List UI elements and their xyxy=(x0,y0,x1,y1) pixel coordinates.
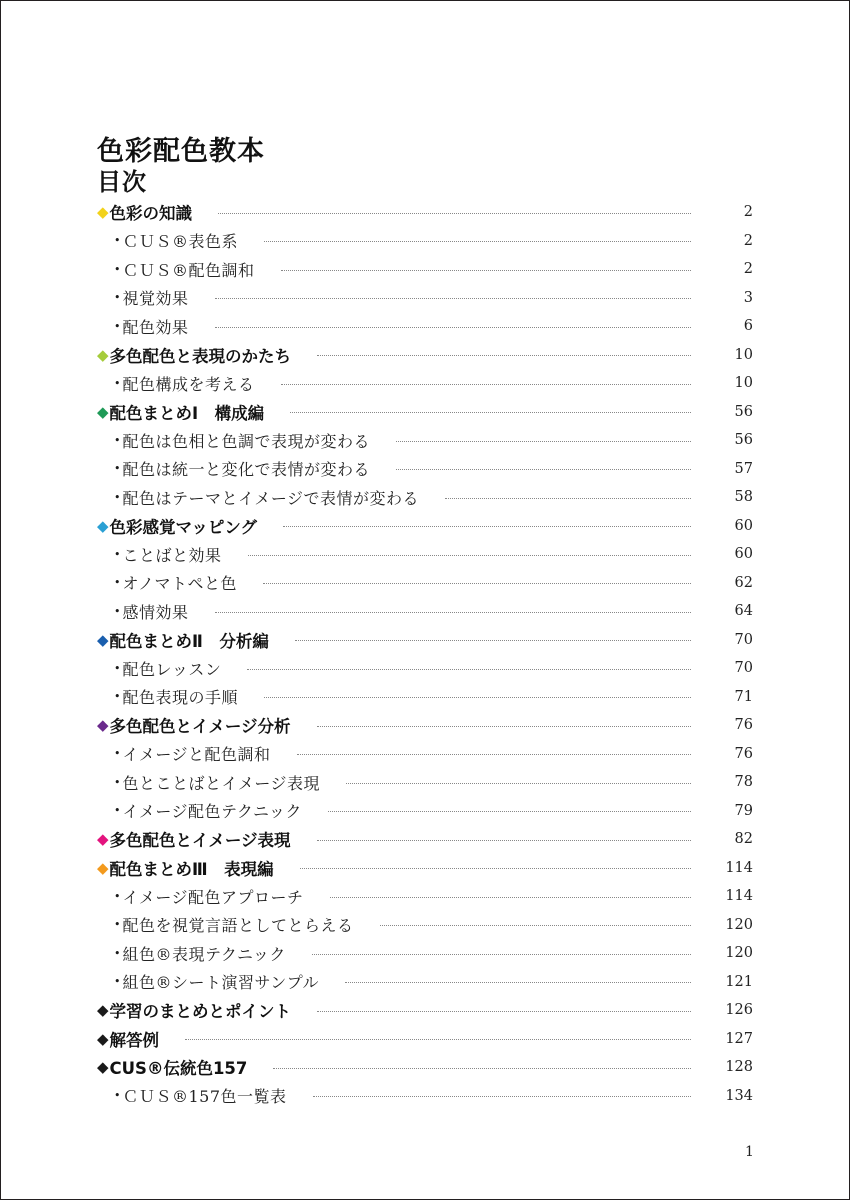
toc-entry-label: イメージと配色調和 xyxy=(122,745,271,765)
toc-sub-entry[interactable] xyxy=(97,939,753,968)
bullet-icon: • xyxy=(114,946,121,960)
toc-entry-label: 配色表現の手順 xyxy=(122,688,239,708)
toc-entry-label: 配色まとめⅢ 表現編 xyxy=(109,859,274,879)
toc-entry-page: 57 xyxy=(734,460,753,477)
diamond-icon: ◆ xyxy=(97,402,109,421)
bullet-icon: • xyxy=(114,576,121,590)
toc-entry-page: 3 xyxy=(743,289,753,306)
bullet-icon: • xyxy=(114,975,121,989)
dot-leader xyxy=(396,441,691,442)
toc-entry-page: 120 xyxy=(725,916,753,933)
diamond-icon: ◆ xyxy=(97,858,109,877)
toc-entry-label: 色彩感覚マッピング xyxy=(109,517,258,537)
toc-entry-page: 70 xyxy=(734,660,753,677)
toc-entry-label: ＣＵＳ®表色系 xyxy=(122,232,239,252)
dot-leader xyxy=(218,213,691,214)
toc-entry-label: 視覚効果 xyxy=(122,289,189,309)
bullet-icon: • xyxy=(114,690,121,704)
dot-leader xyxy=(281,270,691,271)
toc-sub-entry[interactable] xyxy=(97,255,753,284)
diamond-icon: ◆ xyxy=(97,203,109,222)
toc-sub-entry[interactable] xyxy=(97,654,753,683)
toc-chapter-entry[interactable] xyxy=(97,198,753,227)
toc-sub-entry[interactable] xyxy=(97,911,753,940)
toc-entry-label: ＣＵＳ®157色一覧表 xyxy=(122,1087,287,1107)
dot-leader xyxy=(185,1039,691,1040)
toc-sub-entry[interactable] xyxy=(97,882,753,911)
toc-sub-entry[interactable] xyxy=(97,968,753,997)
toc-entry-label: 学習のまとめとポイント xyxy=(109,1002,292,1022)
toc-entry-label: 配色構成を考える xyxy=(122,374,255,394)
toc-chapter-entry[interactable] xyxy=(97,711,753,740)
toc-sub-entry[interactable] xyxy=(97,569,753,598)
bullet-icon: • xyxy=(114,918,121,932)
diamond-icon: ◆ xyxy=(97,516,109,535)
dot-leader xyxy=(317,726,691,727)
dot-leader xyxy=(317,840,691,841)
toc-chapter-entry[interactable] xyxy=(97,626,753,655)
toc-entry-label: 多色配色とイメージ表現 xyxy=(109,831,291,851)
toc-sub-entry[interactable] xyxy=(97,740,753,769)
dot-leader xyxy=(247,669,691,670)
toc-chapter-entry[interactable] xyxy=(97,512,753,541)
toc-sub-entry[interactable] xyxy=(97,797,753,826)
bullet-icon: • xyxy=(114,547,121,561)
toc-entry-page: 58 xyxy=(734,489,753,506)
dot-leader xyxy=(215,327,691,328)
toc-entry-page: 79 xyxy=(734,802,753,819)
dot-leader xyxy=(445,498,691,499)
toc-entry-label: 感情効果 xyxy=(122,602,189,622)
toc-entry-page: 2 xyxy=(743,232,753,249)
bullet-icon: • xyxy=(114,462,121,476)
toc-entry-label: 配色レッスン xyxy=(122,659,222,679)
toc-entry-page: 121 xyxy=(725,973,753,990)
toc-entry-page: 76 xyxy=(734,717,753,734)
dot-leader xyxy=(330,897,691,898)
toc-entry-label: CUS®伝統色157 xyxy=(109,1059,248,1079)
toc-entry-page: 64 xyxy=(734,603,753,620)
toc-entry-page: 128 xyxy=(725,1059,753,1076)
dot-leader xyxy=(396,469,691,470)
diamond-icon: ◆ xyxy=(97,1058,109,1077)
bullet-icon: • xyxy=(114,433,121,447)
toc-entry-page: 76 xyxy=(734,745,753,762)
dot-leader xyxy=(295,640,691,641)
toc-entry-label: 配色は統一と変化で表情が変わる xyxy=(122,460,371,480)
dot-leader xyxy=(317,1011,691,1012)
dot-leader xyxy=(297,754,691,755)
toc-entry-page: 70 xyxy=(734,631,753,648)
dot-leader xyxy=(263,583,691,584)
book-title: 色彩配色教本 xyxy=(97,136,265,167)
diamond-icon: ◆ xyxy=(97,1029,109,1048)
toc-entry-page: 62 xyxy=(734,574,753,591)
toc-entry-label: オノマトペと色 xyxy=(122,574,238,594)
dot-leader xyxy=(328,811,691,812)
toc-chapter-entry[interactable] xyxy=(97,996,753,1025)
dot-leader xyxy=(313,1096,691,1097)
toc-sub-entry[interactable] xyxy=(97,369,753,398)
toc-entry-label: ことばと効果 xyxy=(122,545,222,565)
dot-leader xyxy=(215,612,691,613)
toc-entry-page: 10 xyxy=(734,375,753,392)
toc-entry-label: 解答例 xyxy=(109,1030,160,1050)
toc-entry-label: 配色まとめⅡ 分析編 xyxy=(109,631,269,651)
toc-entry-label: 配色を視覚言語としてとらえる xyxy=(122,916,354,936)
toc-entry-label: 配色は色相と色調で表現が変わる xyxy=(122,431,371,451)
toc-entry-label: イメージ配色アプローチ xyxy=(122,887,304,907)
toc-sub-entry[interactable] xyxy=(97,284,753,313)
toc-sub-entry[interactable] xyxy=(97,426,753,455)
dot-leader xyxy=(300,868,691,869)
toc-sub-entry[interactable] xyxy=(97,540,753,569)
toc-entry-page: 114 xyxy=(725,888,753,905)
toc-entry-page: 82 xyxy=(734,831,753,848)
toc-entry-label: イメージ配色テクニック xyxy=(122,802,302,822)
bullet-icon: • xyxy=(114,291,121,305)
toc-entry-page: 126 xyxy=(725,1002,753,1019)
dot-leader xyxy=(281,384,691,385)
dot-leader xyxy=(290,412,691,413)
toc-entry-label: 多色配色とイメージ分析 xyxy=(109,717,291,737)
toc-sub-entry[interactable] xyxy=(97,1082,753,1111)
bullet-icon: • xyxy=(114,661,121,675)
toc-chapter-entry[interactable] xyxy=(97,341,753,370)
toc-entry-label: 組色®シート演習サンプル xyxy=(122,973,320,993)
diamond-icon: ◆ xyxy=(97,345,109,364)
dot-leader xyxy=(380,925,691,926)
bullet-icon: • xyxy=(114,804,121,818)
toc-entry-page: 134 xyxy=(725,1087,753,1104)
toc-sub-entry[interactable] xyxy=(97,597,753,626)
toc-sub-entry[interactable] xyxy=(97,768,753,797)
toc-entry-page: 71 xyxy=(734,688,753,705)
dot-leader xyxy=(248,555,691,556)
dot-leader xyxy=(215,298,691,299)
toc-entry-label: 配色はテーマとイメージで表情が変わる xyxy=(122,488,420,508)
dot-leader xyxy=(264,241,691,242)
toc-sub-entry[interactable] xyxy=(97,683,753,712)
toc-entry-label: 色彩の知識 xyxy=(109,204,193,224)
bullet-icon: • xyxy=(114,889,121,903)
table-of-contents xyxy=(97,198,753,1110)
bullet-icon: • xyxy=(114,319,121,333)
bullet-icon: • xyxy=(114,234,121,248)
toc-entry-label: 色とことばとイメージ表現 xyxy=(122,773,321,793)
bullet-icon: • xyxy=(114,747,121,761)
toc-entry-page: 56 xyxy=(734,403,753,420)
toc-entry-page: 2 xyxy=(743,261,753,278)
bullet-icon: • xyxy=(114,604,121,618)
toc-chapter-entry[interactable] xyxy=(97,825,753,854)
bullet-icon: • xyxy=(114,1089,121,1103)
toc-entry-page: 6 xyxy=(743,318,753,335)
toc-chapter-entry[interactable] xyxy=(97,398,753,427)
toc-chapter-entry[interactable] xyxy=(97,854,753,883)
dot-leader xyxy=(345,982,691,983)
diamond-icon: ◆ xyxy=(97,1001,109,1020)
toc-entry-page: 60 xyxy=(734,517,753,534)
toc-entry-page: 2 xyxy=(743,204,753,221)
diamond-icon: ◆ xyxy=(97,830,109,849)
dot-leader xyxy=(273,1068,691,1069)
diamond-icon: ◆ xyxy=(97,716,109,735)
toc-heading: 目次 xyxy=(97,168,147,196)
toc-entry-label: 多色配色と表現のかたち xyxy=(109,346,292,366)
toc-sub-entry[interactable] xyxy=(97,312,753,341)
toc-entry-label: 配色効果 xyxy=(122,317,189,337)
toc-sub-entry[interactable] xyxy=(97,483,753,512)
dot-leader xyxy=(317,355,691,356)
dot-leader xyxy=(312,954,691,955)
toc-entry-page: 56 xyxy=(734,432,753,449)
toc-entry-label: 配色まとめⅠ 構成編 xyxy=(109,403,265,423)
diamond-icon: ◆ xyxy=(97,630,109,649)
toc-sub-entry[interactable] xyxy=(97,455,753,484)
toc-entry-page: 114 xyxy=(725,859,753,876)
bullet-icon: • xyxy=(114,262,121,276)
toc-entry-page: 60 xyxy=(734,546,753,563)
toc-entry-label: 組色®表現テクニック xyxy=(122,944,286,964)
bullet-icon: • xyxy=(114,775,121,789)
toc-entry-page: 120 xyxy=(725,945,753,962)
dot-leader xyxy=(346,783,691,784)
toc-entry-page: 10 xyxy=(734,346,753,363)
page-number: 1 xyxy=(745,1144,754,1160)
toc-entry-page: 78 xyxy=(734,774,753,791)
toc-sub-entry[interactable] xyxy=(97,227,753,256)
toc-entry-label: ＣＵＳ®配色調和 xyxy=(122,260,255,280)
dot-leader xyxy=(283,526,691,527)
bullet-icon: • xyxy=(114,376,121,390)
toc-chapter-entry[interactable] xyxy=(97,1025,753,1054)
bullet-icon: • xyxy=(114,490,121,504)
toc-entry-page: 127 xyxy=(725,1030,753,1047)
dot-leader xyxy=(264,697,691,698)
toc-chapter-entry[interactable] xyxy=(97,1053,753,1082)
